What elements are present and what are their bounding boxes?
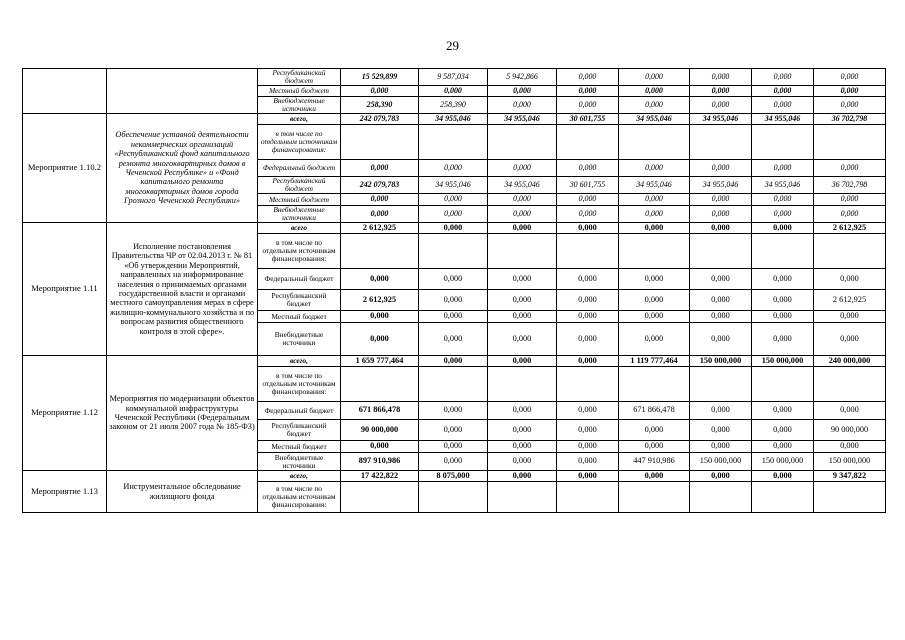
amount-col6 (690, 234, 752, 269)
amount-col6: 0,000 (690, 420, 752, 441)
amount-col3 (488, 234, 557, 269)
amount-col6: 0,000 (690, 86, 752, 97)
amount-col5: 0,000 (619, 86, 690, 97)
amount-col4: 0,000 (557, 290, 619, 311)
amount-col7 (752, 234, 814, 269)
amount-col5: 34 955,046 (619, 114, 690, 125)
amount-col3: 0,000 (488, 223, 557, 234)
amount-col3: 0,000 (488, 86, 557, 97)
amount-col7: 0,000 (752, 269, 814, 290)
amount-col1: 0,000 (341, 441, 419, 453)
amount-col2: 0,000 (419, 356, 488, 367)
amount-col2: 0,000 (419, 223, 488, 234)
amount-col6: 0,000 (690, 441, 752, 453)
amount-col5: 0,000 (619, 69, 690, 86)
amount-col4: 0,000 (557, 311, 619, 323)
amount-col3: 34 955,046 (488, 177, 557, 194)
amount-col3: 0,000 (488, 97, 557, 114)
amount-col2: 0,000 (419, 160, 488, 177)
funding-source: Федеральный бюджет (258, 269, 341, 290)
amount-col2: 9 587,034 (419, 69, 488, 86)
amount-col7 (752, 482, 814, 513)
amount-col4: 30 601,755 (557, 114, 619, 125)
amount-col2 (419, 125, 488, 160)
amount-col5: 0,000 (619, 160, 690, 177)
amount-col3: 0,000 (488, 269, 557, 290)
amount-col8: 0,000 (814, 194, 886, 206)
amount-col2 (419, 482, 488, 513)
measure-code: Мероприятие 1.10.2 (23, 114, 107, 223)
amount-col7: 0,000 (752, 323, 814, 356)
amount-col4 (557, 482, 619, 513)
amount-col4 (557, 125, 619, 160)
amount-col6: 0,000 (690, 471, 752, 482)
amount-col7: 0,000 (752, 471, 814, 482)
measure-code: Мероприятие 1.11 (23, 223, 107, 356)
amount-col1 (341, 234, 419, 269)
amount-col7: 0,000 (752, 69, 814, 86)
measure-code: Мероприятие 1.13 (23, 471, 107, 513)
amount-col3: 0,000 (488, 420, 557, 441)
amount-col6 (690, 125, 752, 160)
amount-col1: 242 079,783 (341, 177, 419, 194)
amount-col8: 150 000,000 (814, 453, 886, 471)
amount-col8 (814, 125, 886, 160)
amount-col2: 0,000 (419, 194, 488, 206)
table-row (23, 471, 886, 482)
funding-source: Внебюджетные источники (258, 97, 341, 114)
amount-col5: 0,000 (619, 471, 690, 482)
amount-col5 (619, 482, 690, 513)
amount-col6: 0,000 (690, 323, 752, 356)
amount-col3 (488, 482, 557, 513)
amount-col2: 258,390 (419, 97, 488, 114)
amount-col6: 0,000 (690, 69, 752, 86)
amount-col2: 8 075,000 (419, 471, 488, 482)
amount-col3: 0,000 (488, 356, 557, 367)
amount-col8: 0,000 (814, 206, 886, 223)
amount-col5: 0,000 (619, 97, 690, 114)
amount-col8: 0,000 (814, 97, 886, 114)
amount-col7: 0,000 (752, 97, 814, 114)
amount-col3: 0,000 (488, 194, 557, 206)
amount-col1: 0,000 (341, 311, 419, 323)
amount-col6 (690, 482, 752, 513)
amount-col8: 0,000 (814, 69, 886, 86)
table-row (23, 114, 886, 125)
page-number: 29 (446, 38, 459, 53)
amount-col6: 0,000 (690, 206, 752, 223)
amount-col2: 0,000 (419, 441, 488, 453)
amount-col7 (752, 367, 814, 402)
amount-col8 (814, 482, 886, 513)
funding-source: в том числе по отдельным источникам финансирования: (258, 482, 341, 513)
amount-col1: 15 529,899 (341, 69, 419, 86)
amount-col6: 34 955,046 (690, 177, 752, 194)
table-row (23, 69, 886, 86)
amount-col6: 0,000 (690, 402, 752, 420)
amount-col4: 0,000 (557, 441, 619, 453)
funding-source: в том числе по отдельным источникам финансирования: (258, 125, 341, 160)
amount-col4 (557, 367, 619, 402)
amount-col5: 34 955,046 (619, 177, 690, 194)
amount-col8 (814, 234, 886, 269)
amount-col4 (557, 234, 619, 269)
amount-col1: 0,000 (341, 206, 419, 223)
amount-col1: 0,000 (341, 269, 419, 290)
amount-col2: 0,000 (419, 311, 488, 323)
amount-col6: 150 000,000 (690, 356, 752, 367)
funding-source: всего, (258, 114, 341, 125)
amount-col7: 0,000 (752, 160, 814, 177)
funding-source: Федеральный бюджет (258, 402, 341, 420)
amount-col6: 150 000,000 (690, 453, 752, 471)
amount-col2: 0,000 (419, 453, 488, 471)
amount-col5: 0,000 (619, 290, 690, 311)
amount-col3: 0,000 (488, 160, 557, 177)
amount-col4: 0,000 (557, 194, 619, 206)
amount-col8: 0,000 (814, 402, 886, 420)
amount-col3: 0,000 (488, 323, 557, 356)
amount-col3 (488, 125, 557, 160)
amount-col4: 0,000 (557, 269, 619, 290)
amount-col3: 0,000 (488, 453, 557, 471)
amount-col1 (341, 125, 419, 160)
amount-col4: 0,000 (557, 223, 619, 234)
amount-col5 (619, 367, 690, 402)
funding-source: Местный бюджет (258, 311, 341, 323)
amount-col4: 0,000 (557, 471, 619, 482)
amount-col8: 2 612,925 (814, 223, 886, 234)
measure-code (23, 69, 107, 114)
amount-col6: 0,000 (690, 97, 752, 114)
amount-col5 (619, 125, 690, 160)
amount-col8: 0,000 (814, 311, 886, 323)
funding-source: всего (258, 223, 341, 234)
amount-col3: 34 955,046 (488, 114, 557, 125)
amount-col2 (419, 367, 488, 402)
amount-col1 (341, 367, 419, 402)
amount-col5: 0,000 (619, 223, 690, 234)
amount-col7: 0,000 (752, 311, 814, 323)
amount-col4: 0,000 (557, 402, 619, 420)
amount-col6: 0,000 (690, 290, 752, 311)
amount-col5: 0,000 (619, 311, 690, 323)
amount-col6: 34 955,046 (690, 114, 752, 125)
amount-col7: 0,000 (752, 402, 814, 420)
amount-col2: 0,000 (419, 269, 488, 290)
amount-col4: 0,000 (557, 323, 619, 356)
funding-source: Федеральный бюджет (258, 160, 341, 177)
amount-col1: 90 000,000 (341, 420, 419, 441)
amount-col8: 0,000 (814, 441, 886, 453)
funding-source: Внебюджетные источники (258, 453, 341, 471)
amount-col1: 2 612,925 (341, 223, 419, 234)
amount-col5: 0,000 (619, 420, 690, 441)
amount-col8 (814, 367, 886, 402)
amount-col2: 0,000 (419, 206, 488, 223)
funding-source: всего, (258, 356, 341, 367)
amount-col8: 0,000 (814, 86, 886, 97)
amount-col2: 0,000 (419, 402, 488, 420)
amount-col2: 0,000 (419, 290, 488, 311)
amount-col6 (690, 367, 752, 402)
amount-col7: 0,000 (752, 194, 814, 206)
funding-source: Местный бюджет (258, 86, 341, 97)
amount-col8: 90 000,000 (814, 420, 886, 441)
amount-col4: 0,000 (557, 420, 619, 441)
amount-col5: 1 119 777,464 (619, 356, 690, 367)
amount-col5: 671 866,478 (619, 402, 690, 420)
measure-name: Инструментальное обследование жилищного фонда (107, 471, 258, 513)
amount-col2: 34 955,046 (419, 177, 488, 194)
amount-col5: 0,000 (619, 323, 690, 356)
amount-col5: 447 910,986 (619, 453, 690, 471)
amount-col1: 0,000 (341, 86, 419, 97)
amount-col7: 150 000,000 (752, 356, 814, 367)
amount-col1: 671 866,478 (341, 402, 419, 420)
amount-col2: 0,000 (419, 323, 488, 356)
funding-source: Местный бюджет (258, 194, 341, 206)
amount-col3: 0,000 (488, 290, 557, 311)
amount-col8: 0,000 (814, 160, 886, 177)
amount-col5: 0,000 (619, 441, 690, 453)
amount-col8: 2 612,925 (814, 290, 886, 311)
amount-col4: 30 601,755 (557, 177, 619, 194)
amount-col1: 0,000 (341, 160, 419, 177)
amount-col2: 34 955,046 (419, 114, 488, 125)
funding-source: Республиканский бюджет (258, 420, 341, 441)
amount-col5 (619, 234, 690, 269)
funding-source: Республиканский бюджет (258, 69, 341, 86)
funding-source: в том числе по отдельным источникам финансирования: (258, 367, 341, 402)
amount-col3: 0,000 (488, 402, 557, 420)
amount-col8: 36 702,798 (814, 114, 886, 125)
funding-source: Внебюджетные источники (258, 323, 341, 356)
amount-col6: 0,000 (690, 269, 752, 290)
amount-col1: 17 422,822 (341, 471, 419, 482)
amount-col5: 0,000 (619, 269, 690, 290)
funding-source: Внебюджетные источники (258, 206, 341, 223)
amount-col1: 897 910,986 (341, 453, 419, 471)
amount-col6: 0,000 (690, 311, 752, 323)
amount-col1: 242 079,783 (341, 114, 419, 125)
amount-col7: 0,000 (752, 290, 814, 311)
amount-col6: 0,000 (690, 160, 752, 177)
amount-col3 (488, 367, 557, 402)
amount-col7 (752, 125, 814, 160)
amount-col6: 0,000 (690, 194, 752, 206)
measure-name: Обеспечение уставной деятельности некоммерческих организаций «Республиканский фонд капитального ремонта многоквартирных домов в Чеченской Республике» и «Фонд капитального ремонта многоквартирных домов города Грозного Чеченской Республики» (107, 114, 258, 223)
amount-col2: 0,000 (419, 420, 488, 441)
amount-col7: 0,000 (752, 223, 814, 234)
amount-col3: 0,000 (488, 471, 557, 482)
amount-col1: 0,000 (341, 323, 419, 356)
funding-source: Республиканский бюджет (258, 290, 341, 311)
table-row (23, 223, 886, 234)
amount-col6: 0,000 (690, 223, 752, 234)
amount-col2 (419, 234, 488, 269)
amount-col7: 34 955,046 (752, 114, 814, 125)
amount-col8: 36 702,798 (814, 177, 886, 194)
funding-source: в том числе по отдельным источникам финансирования: (258, 234, 341, 269)
amount-col8: 240 000,000 (814, 356, 886, 367)
measure-name (107, 69, 258, 114)
amount-col4: 0,000 (557, 453, 619, 471)
amount-col8: 9 347,822 (814, 471, 886, 482)
amount-col4: 0,000 (557, 86, 619, 97)
table-row (23, 356, 886, 367)
funding-source: Республиканский бюджет (258, 177, 341, 194)
amount-col3: 0,000 (488, 311, 557, 323)
measure-name: Мероприятия по модернизации объектов коммунальной инфраструктуры Чеченской Республики (Федеральным законом от 21 июля 2007 года № 185-ФЗ) (107, 356, 258, 471)
amount-col7: 0,000 (752, 420, 814, 441)
amount-col1: 1 659 777,464 (341, 356, 419, 367)
amount-col7: 150 000,000 (752, 453, 814, 471)
amount-col5: 0,000 (619, 194, 690, 206)
amount-col4: 0,000 (557, 206, 619, 223)
amount-col7: 34 955,046 (752, 177, 814, 194)
measure-name: Исполнение постановления Правительства ЧР от 02.04.2013 г. № 81 «Об утверждении Мероприятий, направленных на информирование населения о принимаемых органами государственной власти и органами местного самоуправления мерах в сфере жилищно-коммунального хозяйства и по вопросам развития общественного контроля в этой сфере». (107, 223, 258, 356)
amount-col3: 0,000 (488, 441, 557, 453)
amount-col3: 0,000 (488, 206, 557, 223)
funding-source: Местный бюджет (258, 441, 341, 453)
amount-col8: 0,000 (814, 269, 886, 290)
measure-code: Мероприятие 1.12 (23, 356, 107, 471)
amount-col4: 0,000 (557, 97, 619, 114)
amount-col7: 0,000 (752, 206, 814, 223)
amount-col3: 5 942,866 (488, 69, 557, 86)
amount-col8: 0,000 (814, 323, 886, 356)
amount-col4: 0,000 (557, 356, 619, 367)
funding-source: всего, (258, 471, 341, 482)
budget-table (22, 68, 886, 513)
amount-col4: 0,000 (557, 160, 619, 177)
amount-col1: 0,000 (341, 194, 419, 206)
amount-col4: 0,000 (557, 69, 619, 86)
amount-col7: 0,000 (752, 86, 814, 97)
amount-col5: 0,000 (619, 206, 690, 223)
amount-col7: 0,000 (752, 441, 814, 453)
amount-col2: 0,000 (419, 86, 488, 97)
table-body (23, 69, 886, 513)
amount-col1: 258,390 (341, 97, 419, 114)
amount-col1: 2 612,925 (341, 290, 419, 311)
amount-col1 (341, 482, 419, 513)
